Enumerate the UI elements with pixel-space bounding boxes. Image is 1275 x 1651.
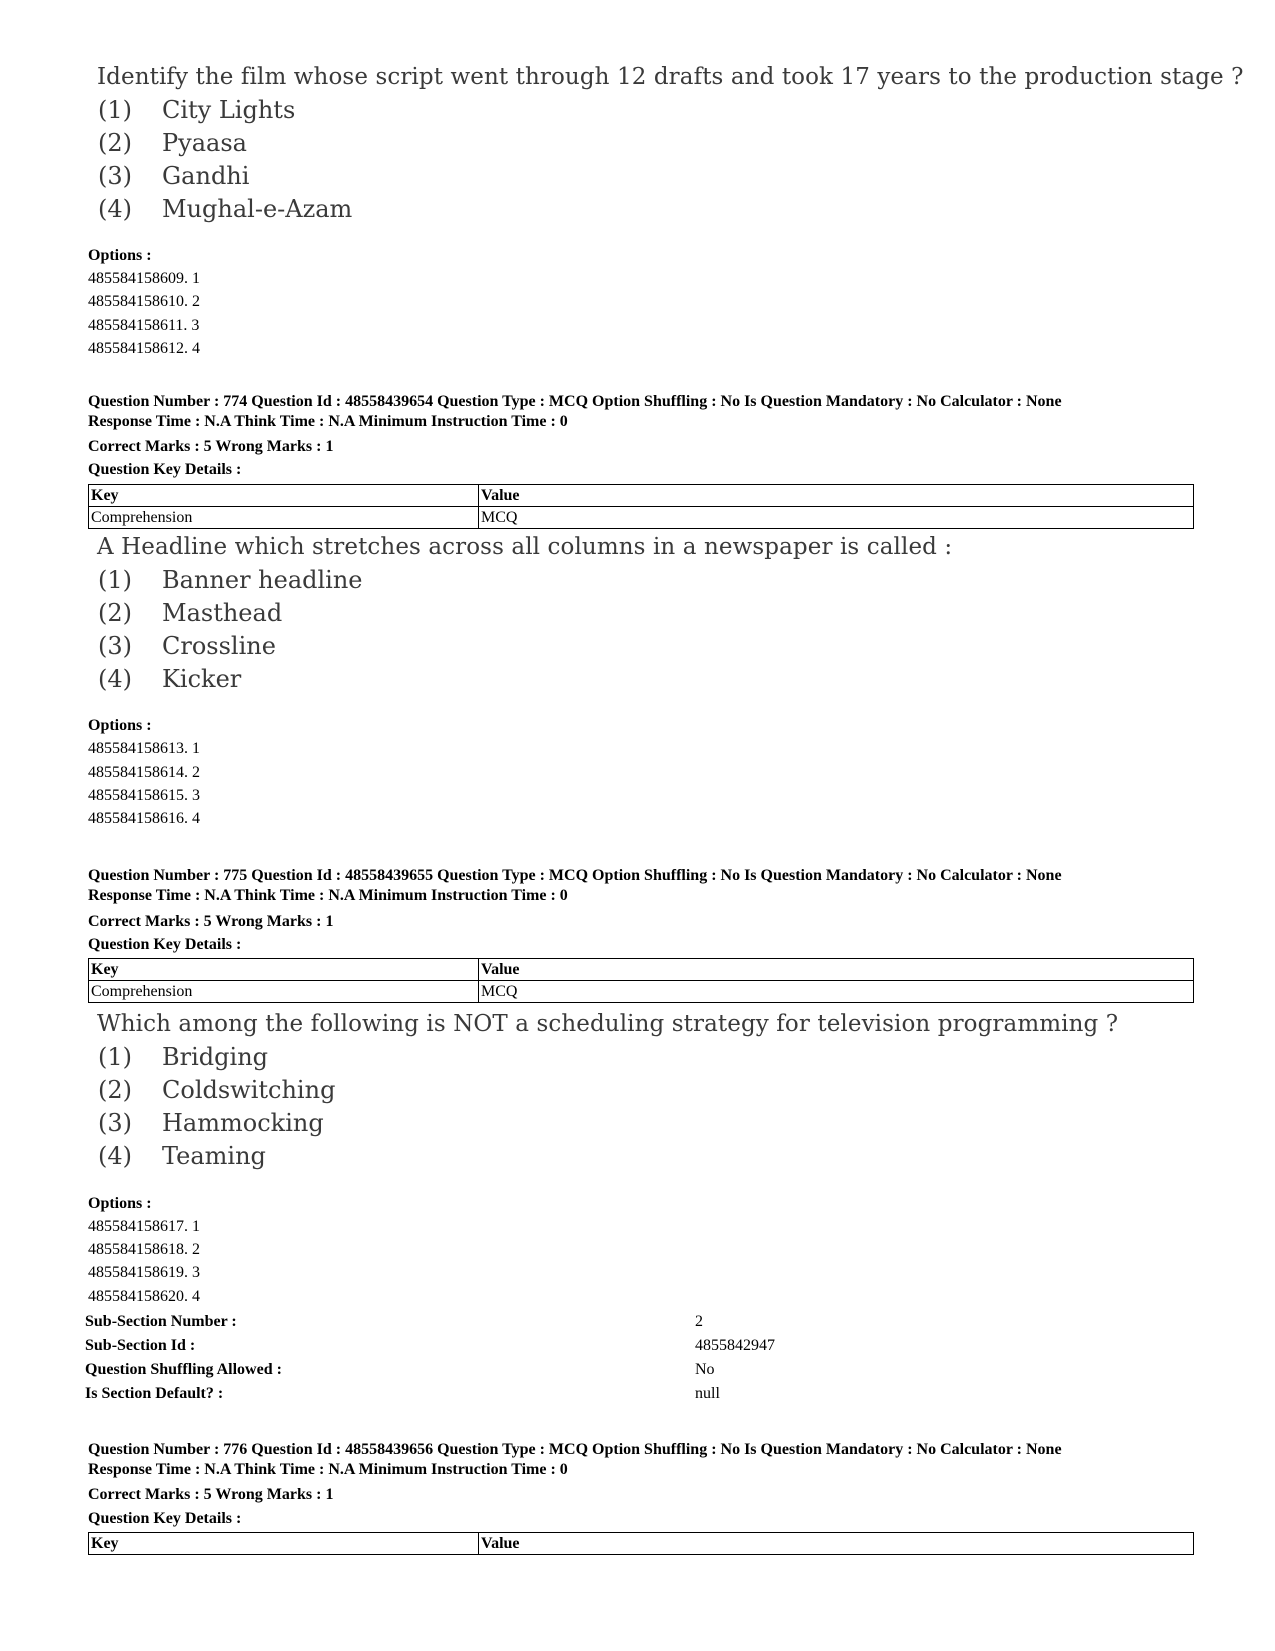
question-773-choice-2 [98, 129, 247, 157]
question-776-key-table [88, 1532, 1194, 1555]
choice-text: Teaming [162, 1142, 266, 1170]
section-default-label: Is Section Default? : [85, 1385, 224, 1402]
choice-text: Bridging [162, 1043, 269, 1071]
subsection-id-value: 4855842947 [695, 1337, 775, 1354]
question-776-timing: Response Time : N.A Think Time : N.A Minimum Instruction Time : 0 [88, 1461, 568, 1478]
choice-number: (3) [98, 1109, 132, 1137]
question-774-key-table [88, 484, 1194, 529]
option-id: 485584158613. 1 [88, 740, 200, 757]
table-cell-key: Comprehension [89, 507, 479, 529]
option-id: 485584158612. 4 [88, 340, 200, 357]
question-773-text: Identify the film whose script went through 12 drafts and took 17 years to the production stage ? [97, 64, 1244, 90]
choice-text: Mughal-e-Azam [162, 195, 353, 223]
options-label: Options : [88, 1195, 152, 1212]
option-id: 485584158620. 4 [88, 1288, 200, 1305]
question-776-meta: Question Number : 776 Question Id : 48558439656 Question Type : MCQ Option Shuffling : No Is Question Mandatory : No Calculator : None [88, 1441, 1062, 1458]
question-shuffling-label: Question Shuffling Allowed : [85, 1361, 282, 1378]
choice-number: (2) [98, 129, 132, 157]
question-774-marks: Correct Marks : 5 Wrong Marks : 1 [88, 438, 334, 455]
question-774-choice-3 [98, 632, 276, 660]
question-775-timing: Response Time : N.A Think Time : N.A Minimum Instruction Time : 0 [88, 887, 568, 904]
choice-text: Crossline [162, 632, 276, 660]
question-775-choice-3 [98, 1109, 324, 1137]
choice-number: (1) [98, 566, 132, 594]
question-776-key-details-label: Question Key Details : [88, 1510, 242, 1527]
options-label: Options : [88, 717, 152, 734]
question-773-choice-4 [98, 195, 352, 223]
option-id: 485584158616. 4 [88, 810, 200, 827]
question-775-key-details-label: Question Key Details : [88, 936, 242, 953]
choice-text: Hammocking [162, 1109, 324, 1137]
choice-number: (2) [98, 599, 132, 627]
table-header-key: Key [89, 1533, 479, 1555]
question-774-text: A Headline which stretches across all columns in a newspaper is called : [97, 534, 953, 560]
question-775-key-table [88, 958, 1194, 1003]
choice-text: Pyaasa [162, 129, 247, 157]
option-id: 485584158618. 2 [88, 1241, 200, 1258]
choice-number: (4) [98, 665, 132, 693]
choice-number: (4) [98, 1142, 132, 1170]
option-id: 485584158619. 3 [88, 1264, 200, 1281]
option-id: 485584158614. 2 [88, 764, 200, 781]
choice-number: (3) [98, 162, 132, 190]
choice-number: (1) [98, 1043, 132, 1071]
table-row [89, 981, 1194, 1003]
choice-text: Kicker [162, 665, 242, 693]
subsection-id-label: Sub-Section Id : [85, 1337, 196, 1354]
question-775-text: Which among the following is NOT a scheduling strategy for television programming ? [97, 1011, 1119, 1037]
question-774-choice-2 [98, 599, 282, 627]
choice-text: Coldswitching [162, 1076, 336, 1104]
question-774-choice-1 [98, 566, 363, 594]
choice-text: Gandhi [162, 162, 250, 190]
table-cell-value: MCQ [479, 507, 1194, 529]
question-774-meta: Question Number : 774 Question Id : 48558439654 Question Type : MCQ Option Shuffling : No Is Question Mandatory : No Calculator : None [88, 393, 1062, 410]
question-775-meta: Question Number : 775 Question Id : 48558439655 Question Type : MCQ Option Shuffling : No Is Question Mandatory : No Calculator : None [88, 867, 1062, 884]
question-774-timing: Response Time : N.A Think Time : N.A Minimum Instruction Time : 0 [88, 413, 568, 430]
option-id: 485584158610. 2 [88, 293, 200, 310]
table-header-key: Key [89, 485, 479, 507]
choice-number: (4) [98, 195, 132, 223]
choice-text: Banner headline [162, 566, 363, 594]
choice-number: (3) [98, 632, 132, 660]
table-header-key: Key [89, 959, 479, 981]
option-id: 485584158609. 1 [88, 270, 200, 287]
choice-number: (2) [98, 1076, 132, 1104]
question-shuffling-value: No [695, 1361, 715, 1378]
question-775-marks: Correct Marks : 5 Wrong Marks : 1 [88, 913, 334, 930]
question-775-choice-2 [98, 1076, 335, 1104]
question-773-choice-1 [98, 96, 295, 124]
table-header-value: Value [479, 485, 1194, 507]
table-row [89, 507, 1194, 529]
choice-text: City Lights [162, 96, 296, 124]
option-id: 485584158615. 3 [88, 787, 200, 804]
question-775-choice-1 [98, 1043, 268, 1071]
question-774-key-details-label: Question Key Details : [88, 461, 242, 478]
table-header-row [89, 485, 1194, 507]
table-header-row [89, 959, 1194, 981]
table-header-value: Value [479, 959, 1194, 981]
table-header-row [89, 1533, 1194, 1555]
option-id: 485584158611. 3 [88, 317, 200, 334]
table-header-value: Value [479, 1533, 1194, 1555]
subsection-number-value: 2 [695, 1313, 703, 1330]
options-label: Options : [88, 247, 152, 264]
table-cell-value: MCQ [479, 981, 1194, 1003]
question-776-marks: Correct Marks : 5 Wrong Marks : 1 [88, 1486, 334, 1503]
table-cell-key: Comprehension [89, 981, 479, 1003]
choice-text: Masthead [162, 599, 283, 627]
subsection-number-label: Sub-Section Number : [85, 1313, 237, 1330]
option-id: 485584158617. 1 [88, 1218, 200, 1235]
question-774-choice-4 [98, 665, 241, 693]
choice-number: (1) [98, 96, 132, 124]
section-default-value: null [695, 1385, 720, 1402]
question-775-choice-4 [98, 1142, 266, 1170]
question-773-choice-3 [98, 162, 249, 190]
